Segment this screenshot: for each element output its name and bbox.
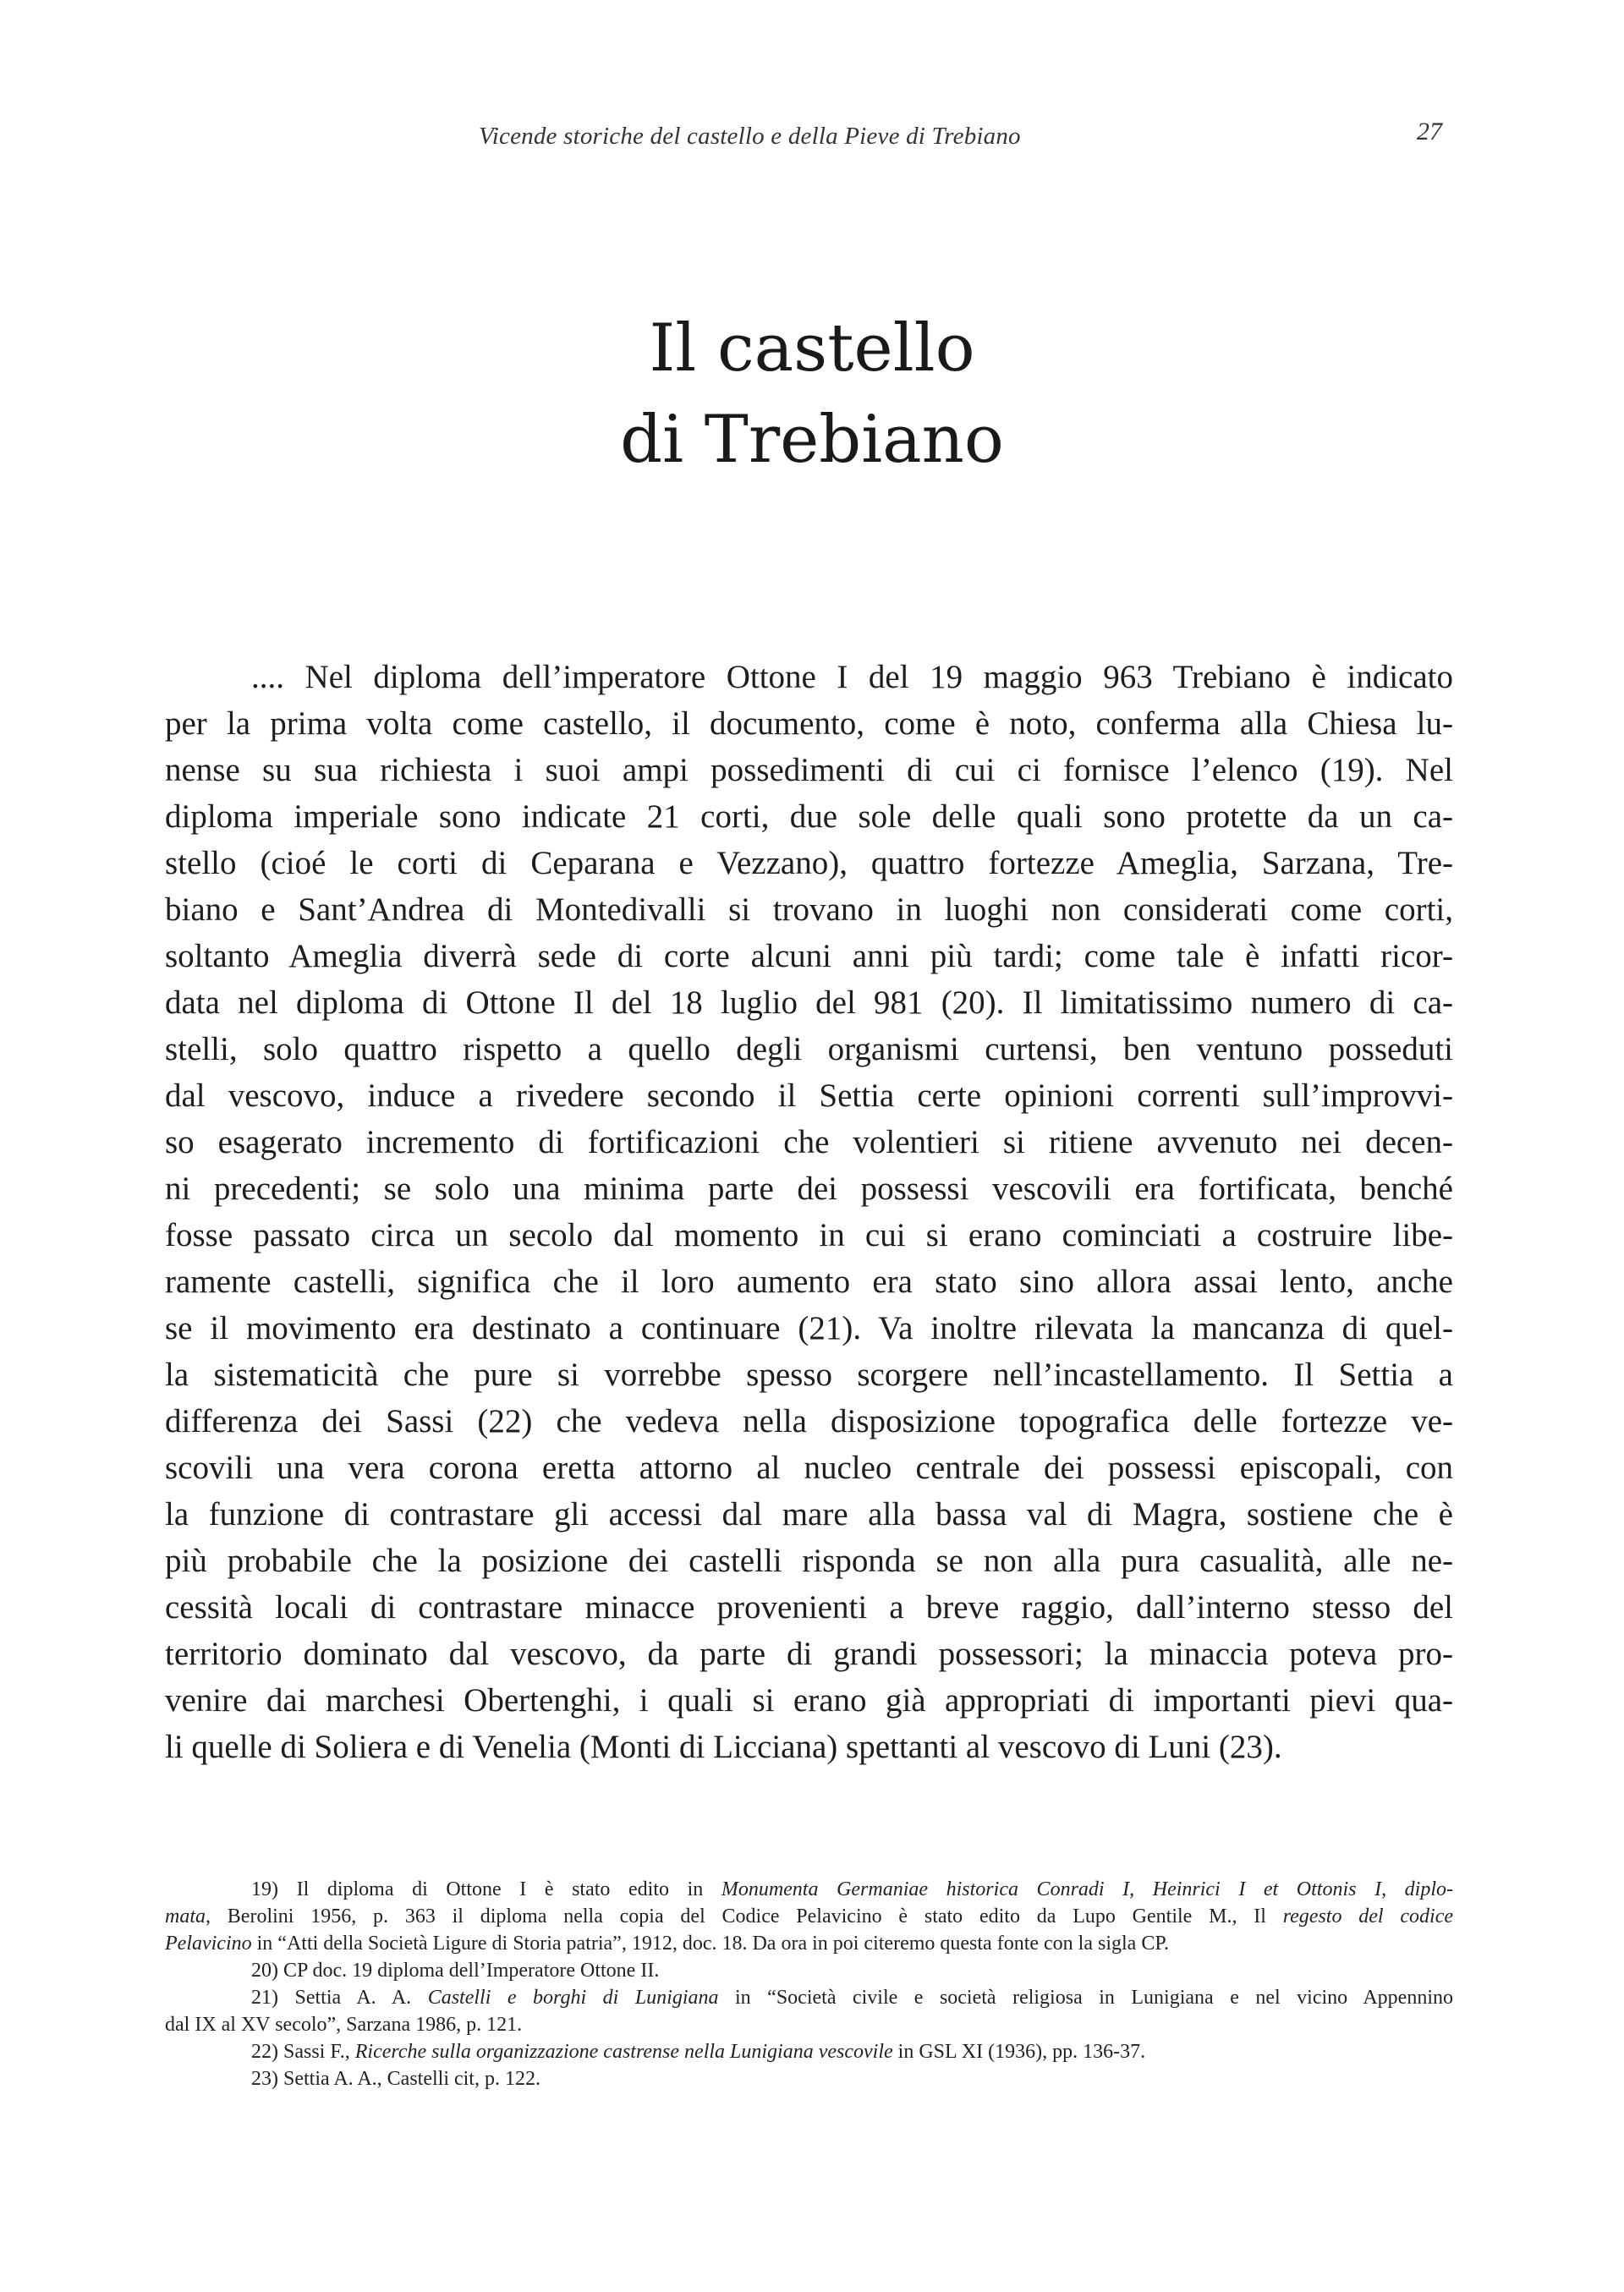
footnote-19-title: Monumenta Germaniae historica Conradi I, Heinrici I et Ottonis I, diplo- — [721, 1878, 1453, 1900]
body-line: diploma imperiale sono indicate 21 corti, due sole delle quali sono protette da un ca- — [165, 798, 1453, 835]
chapter-title-line-1: Il castello — [649, 310, 975, 387]
footnote-19-line-1 — [165, 1876, 1453, 1903]
body-line: più probabile che la posizione dei castelli risponda se non alla pura casualità, alle ne- — [165, 1543, 1453, 1579]
chapter-title — [0, 303, 1624, 485]
footnote-21-text: in “Società civile e società religiosa in Lunigiana e nel vicino Appennino — [718, 1987, 1453, 2009]
footnote-21-text: dal IX al XV secolo”, Sarzana 1986, p. 121. — [165, 2014, 523, 2036]
body-line: cessità locali di contrastare minacce provenienti a breve raggio, dall’interno stesso del — [165, 1589, 1453, 1626]
body-line: nense su sua richiesta i suoi ampi possedimenti di cui ci fornisce l’elenco (19). Nel — [165, 752, 1453, 788]
body-paragraph — [165, 654, 1453, 1770]
body-line: per la prima volta come castello, il documento, come è noto, conferma alla Chiesa lu- — [165, 705, 1453, 742]
footnote-23 — [165, 2065, 1453, 2092]
footnotes — [165, 1876, 1453, 2092]
chapter-title-line-2: di Trebiano — [620, 402, 1004, 478]
body-line: territorio dominato dal vescovo, da parte di grandi possessori; la minaccia poteva pro- — [165, 1636, 1453, 1672]
body-line: soltanto Ameglia diverrà sede di corte alcuni anni più tardi; come tale è infatti ricor- — [165, 938, 1453, 974]
body-line: so esagerato incremento di fortificazioni che volentieri si ritiene avvenuto nei decen- — [165, 1124, 1453, 1160]
body-line: se il movimento era destinato a continuare (21). Va inoltre rilevata la mancanza di quel- — [165, 1310, 1453, 1346]
body-line: ramente castelli, significa che il loro aumento era stato sino allora assai lento, anche — [165, 1264, 1453, 1300]
footnote-19-text: , Berolini 1956, p. 363 il diploma nella copia del Codice Pelavicino è stato edito da Lupo Gentile M., Il — [206, 1905, 1283, 1927]
footnote-19-text: in “Atti della Società Ligure di Storia patria”, 1912, doc. 18. Da ora in poi citeremo questa fonte con la sigla CP. — [251, 1933, 1170, 1955]
body-line: stello (cioé le corti di Ceparana e Vezzano), quattro fortezze Ameglia, Sarzana, Tre- — [165, 845, 1453, 881]
body-line: la funzione di contrastare gli accessi dal mare alla bassa val di Magra, sostiene che è — [165, 1496, 1453, 1533]
body-line: la sistematicità che pure si vorrebbe spesso scorgere nell’incastellamento. Il Settia a — [165, 1357, 1453, 1393]
running-title: Vicende storiche del castello e della Pieve di Trebiano — [479, 123, 1021, 150]
footnote-23-text: 23) Settia A. A., Castelli cit, p. 122. — [251, 2068, 540, 2090]
footnote-20 — [165, 1957, 1453, 1984]
footnote-22-title: Ricerche sulla organizzazione castrense nella Lunigiana vescovile — [354, 2041, 893, 2063]
body-line: venire dai marchesi Obertenghi, i quali si erano già appropriati di importanti pievi qua- — [165, 1682, 1453, 1719]
body-line: .... Nel diploma dell’imperatore Ottone I del 19 maggio 963 Trebiano è indicato — [251, 659, 1453, 695]
footnote-21-text: 21) Settia A. A. — [251, 1987, 428, 2009]
page-number: 27 — [1417, 118, 1442, 145]
footnote-19-text: 19) Il diploma di Ottone I è stato edito in — [251, 1878, 721, 1900]
footnote-21-title: Castelli e borghi di Lunigiana — [427, 1987, 719, 2009]
footnote-21-line-1 — [165, 1984, 1453, 2011]
body-line: differenza dei Sassi (22) che vedeva nella disposizione topografica delle fortezze ve- — [165, 1403, 1453, 1439]
body-line: data nel diploma di Ottone Il del 18 luglio del 981 (20). Il limitatissimo numero di ca- — [165, 984, 1453, 1021]
body-line: biano e Sant’Andrea di Montedivalli si trovano in luoghi non considerati come corti, — [165, 891, 1453, 928]
body-line: stelli, solo quattro rispetto a quello degli organismi curtensi, ben ventuno posseduti — [165, 1031, 1453, 1067]
body-line: ni precedenti; se solo una minima parte dei possessi vescovili era fortificata, benché — [165, 1171, 1453, 1207]
footnote-22 — [165, 2038, 1453, 2065]
body-line: fosse passato circa un secolo dal momento in cui si erano cominciati a costruire libe- — [165, 1217, 1453, 1253]
footnote-19-regesto-title-end: Pelavicino — [165, 1933, 252, 1955]
footnote-19-regesto-title: regesto del codice — [1282, 1905, 1453, 1927]
footnote-19-line-3 — [165, 1930, 1453, 1957]
body-line: dal vescovo, induce a rivedere secondo il Settia certe opinioni correnti sull’improvvi- — [165, 1077, 1453, 1114]
body-line: li quelle di Soliera e di Venelia (Monti di Licciana) spettanti al vescovo di Luni (23). — [165, 1729, 1282, 1765]
running-header — [0, 118, 1624, 156]
footnote-22-text: in GSL XI (1936), pp. 136-37. — [892, 2041, 1146, 2063]
footnote-19-line-2 — [165, 1903, 1453, 1930]
footnote-19-title-end: mata — [165, 1905, 206, 1927]
footnote-20-text: 20) CP doc. 19 diploma dell’Imperatore Ottone II. — [251, 1960, 660, 1982]
footnote-22-text: 22) Sassi F., — [251, 2041, 355, 2063]
footnote-21-line-2 — [165, 2011, 1453, 2038]
body-line: scovili una vera corona eretta attorno al nucleo centrale dei possessi episcopali, con — [165, 1450, 1453, 1486]
